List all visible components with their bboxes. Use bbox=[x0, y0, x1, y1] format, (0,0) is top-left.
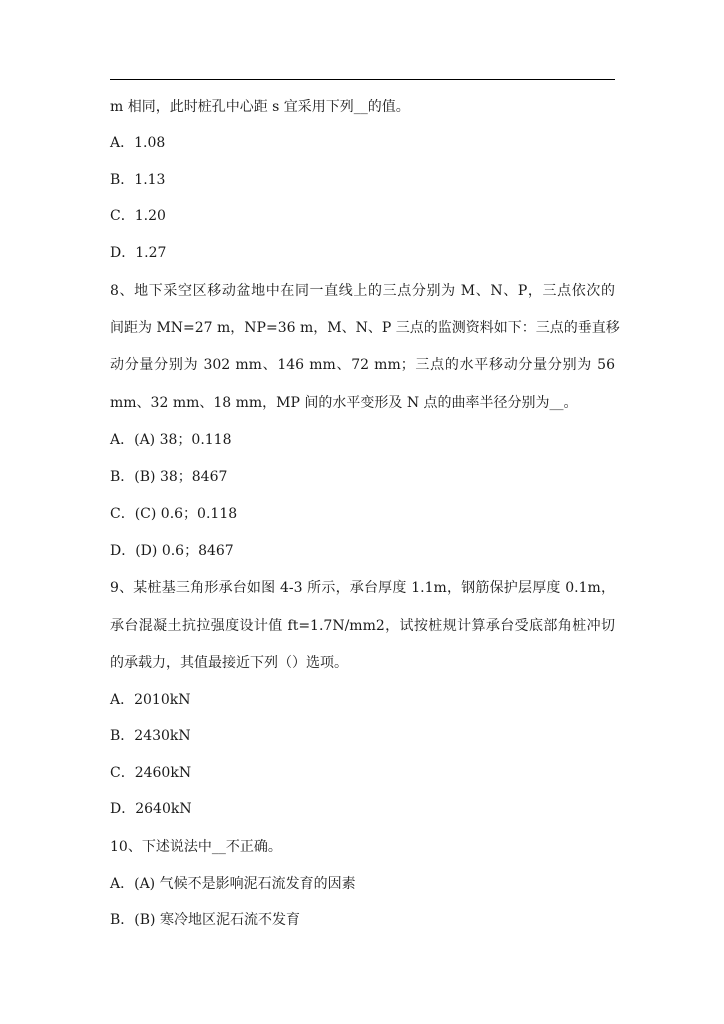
q8-text-line-3: 动分量分别为 302 mm、146 mm、72 mm；三点的水平移动分量分别为 56 bbox=[110, 357, 615, 373]
q10-text: 10、下述说法中__不正确。 bbox=[110, 839, 282, 855]
q7-text-continued: m 相同，此时桩孔中心距 s 宜采用下列__的值。 bbox=[110, 99, 410, 115]
q7-option-b: B．1.13 bbox=[110, 172, 166, 188]
q9-option-d: D．2640kN bbox=[110, 801, 192, 817]
q8-option-c: C．(C) 0.6；0.118 bbox=[110, 506, 238, 522]
q7-option-d: D．1.27 bbox=[110, 245, 167, 261]
q8-option-a: A．(A) 38；0.118 bbox=[110, 432, 232, 448]
q10-option-b: B．(B) 寒冷地区泥石流不发育 bbox=[110, 912, 300, 928]
header-rule bbox=[110, 79, 615, 80]
q9-text-line-3: 的承载力，其值最接近下列（）选项。 bbox=[110, 655, 348, 671]
q7-option-a: A．1.08 bbox=[110, 135, 166, 151]
q9-option-c: C．2460kN bbox=[110, 765, 192, 781]
q9-option-b: B．2430kN bbox=[110, 728, 191, 744]
q7-option-c: C．1.20 bbox=[110, 208, 166, 224]
q8-option-d: D．(D) 0.6；8467 bbox=[110, 543, 234, 559]
q9-option-a: A．2010kN bbox=[110, 692, 191, 708]
q8-text-line-2: 间距为 MN=27 m，NP=36 m，M、N、P 三点的监测资料如下：三点的垂直移 bbox=[110, 320, 620, 336]
q9-text-line-2: 承台混凝土抗拉强度设计值 ft=1.7N/mm2，试按桩规计算承台受底部角桩冲切 bbox=[110, 618, 615, 634]
q8-option-b: B．(B) 38；8467 bbox=[110, 469, 228, 485]
q8-text-line-4: mm、32 mm、18 mm，MP 间的水平变形及 N 点的曲率半径分别为__。 bbox=[110, 395, 578, 411]
q10-option-a: A．(A) 气候不是影响泥石流发育的因素 bbox=[110, 876, 356, 892]
q9-text-line-1: 9、某桩基三角形承台如图 4-3 所示，承台厚度 1.1m，钢筋保护层厚度 0.1m， bbox=[110, 580, 615, 596]
q8-text-line-1: 8、地下采空区移动盆地中在同一直线上的三点分别为 M、N、P，三点依次的 bbox=[110, 283, 615, 299]
